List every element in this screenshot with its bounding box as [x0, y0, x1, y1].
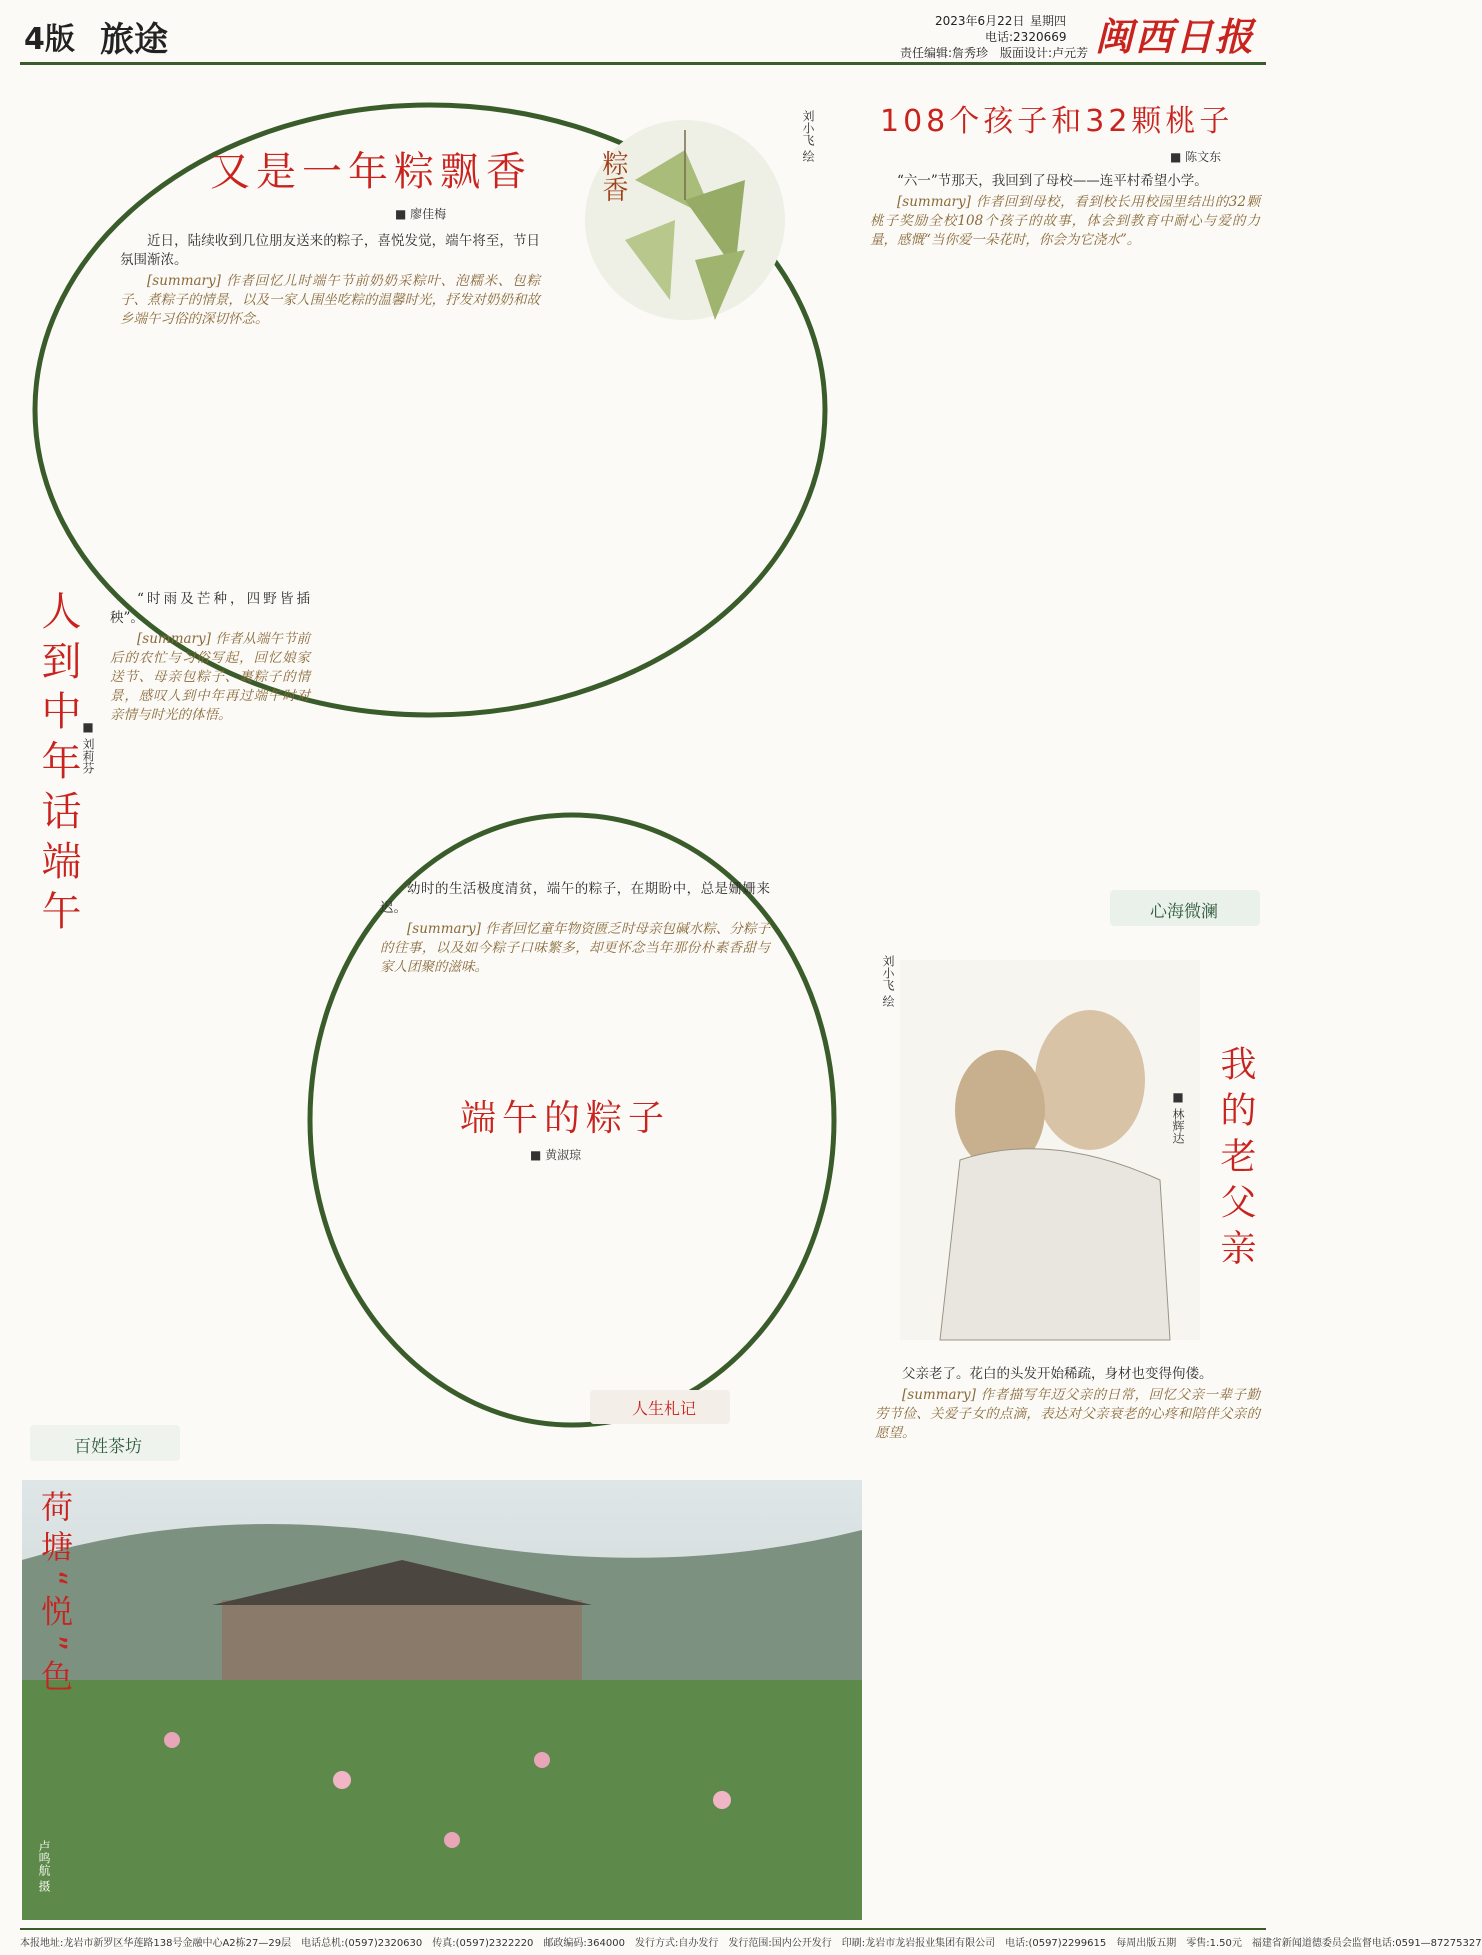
column-tag-baixing-label: 百姓茶坊 [74, 1437, 142, 1457]
article5-summary: [summary] 作者描写年迈父亲的日常，回忆父亲一辈子勤劳节俭、关爱子女的点滴，表达对父亲衰老的心疼和陪伴父亲的愿望。 [875, 1387, 1260, 1441]
article2-opening: “六一”节那天，我回到了母校——连平村希望小学。 [897, 173, 1208, 189]
article4-byline: ■ 黄淑琼 [530, 1148, 582, 1162]
father-art [900, 960, 1200, 1340]
article4-body [380, 880, 770, 979]
footer-rule [20, 1928, 1266, 1930]
article3-summary: [summary] 作者从端午节前后的农忙与习俗写起，回忆娘家送节、母亲包粽子、裹粽子的情景，感叹人到中年再过端午时对亲情与时光的体悟。 [110, 631, 310, 723]
article3-opening: “时雨及芒种，四野皆插秧”。 [110, 591, 310, 626]
article1-opening: 近日，陆续收到几位朋友送来的粽子，喜悦发觉，端午将至，节日氛围渐浓。 [120, 233, 540, 268]
article1-title: 又是一年粽飘香 [210, 149, 532, 195]
column-tag-rensheng-label: 人生札记 [632, 1399, 697, 1418]
column-tag-xinhai-label: 心海微澜 [1150, 902, 1218, 922]
article1-summary: [summary] 作者回忆儿时端午节前奶奶采粽叶、泡糯米、包粽子、煮粽子的情景，以及一家人围坐吃粽的温馨时光，抒发对奶奶和故乡端午习俗的深切怀念。 [120, 273, 540, 327]
masthead-logo: 闽西日报 [1095, 14, 1256, 59]
page-number: 4版 [24, 22, 75, 57]
article4-title: 端午的粽子 [460, 1098, 671, 1139]
photo-credit: 卢鸣航 摄 [37, 1840, 51, 1892]
illustration1-label: 粽香 [598, 150, 628, 202]
illustration1-caption: 刘小飞 绘 [801, 110, 815, 162]
article2-byline: ■ 陈文东 [1170, 150, 1222, 164]
article4-summary: [summary] 作者回忆童年物资匮乏时母亲包碱水粽、分粽子的往事，以及如今粽子口味繁多，却更怀念当年那份朴素香甜与家人团聚的滋味。 [380, 921, 770, 975]
article3-title: 人到中年话端午 [35, 590, 81, 940]
column-tag-rensheng [590, 1390, 730, 1424]
article4-opening: 幼时的生活极度清贫，端午的粽子，在期盼中，总是姗姗来迟。 [380, 881, 770, 916]
article1-body [120, 232, 540, 331]
zongzi-illustration [575, 110, 795, 340]
photo-title: 荷塘“悦”色 [36, 1490, 74, 1700]
article1-byline: ■ 廖佳梅 [395, 207, 447, 221]
lotus-photo-art [22, 1480, 862, 1920]
header-editors: 责任编辑:詹秀珍 版面设计:卢元芳 [900, 46, 1089, 60]
illustration2-caption: 刘小飞 绘 [881, 955, 895, 1007]
article5-opening: 父亲老了。花白的头发开始稀疏，身材也变得佝偻。 [902, 1366, 1213, 1382]
header-weekday: 星期四 [1030, 14, 1067, 28]
article3-byline: ■ 刘莉芬 [81, 720, 95, 774]
article3-body [110, 590, 310, 727]
father-illustration [900, 960, 1200, 1340]
header-rule [20, 62, 1266, 65]
page-header [0, 0, 1286, 70]
section-title: 旅途 [100, 20, 168, 60]
header-phone: 电话:2320669 [985, 30, 1067, 44]
article2-summary: [summary] 作者回到母校，看到校长用校园里结出的32颗桃子奖励全校108个孩子的故事，体会到教育中耐心与爱的力量，感慨“当你爱一朵花时，你会为它浇水”。 [870, 194, 1260, 248]
article2-title: 108个孩子和32颗桃子 [880, 104, 1234, 139]
column-tag-baixing [30, 1425, 180, 1461]
article5-body [875, 1365, 1260, 1445]
column-tag-xinhai [1110, 890, 1260, 926]
article5-title: 我的老父亲 [1215, 1045, 1256, 1275]
lotus-photo [22, 1480, 862, 1920]
zongzi-art [575, 110, 795, 340]
article2-body [870, 172, 1260, 252]
header-date: 2023年6月22日 [935, 14, 1025, 28]
article5-byline: ■ 林辉达 [1171, 1090, 1185, 1144]
footer-text: 本报地址:龙岩市新罗区华莲路138号金融中心A2栋27—29层 电话总机:(0597)2320630 传真:(0597)2322220 邮政编码:364000 发行方式:自办发行 发行范围:国内公开发行 印刷:龙岩市龙岩报业集团有限公司 电话:(0597)2299615 每周出版五期 零售:1.50元 福建省新闻道德委员会监督电话:0591—87275327 [20, 1938, 1482, 1949]
